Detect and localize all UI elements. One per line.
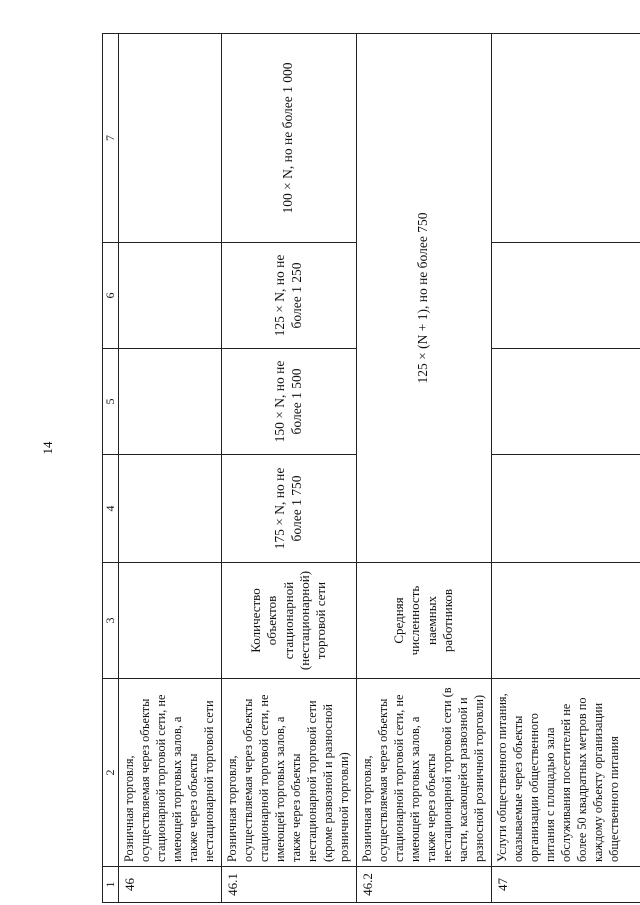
row-value-5: 150 × N, но не более 1 500 (221, 349, 356, 455)
row-value-7 (491, 34, 640, 243)
row-value-7: 100 × N, но не более 1 000 (221, 34, 356, 243)
row-value-6: 125 × N, но не более 1 250 (221, 243, 356, 349)
row-value-4 (491, 455, 640, 563)
header-cell-6: 6 (103, 243, 119, 349)
row-value-merged: 125 × (N + 1), но не более 750 (356, 34, 491, 563)
table-row (491, 34, 640, 903)
row-description: Розничная торговля, осуществляемая через объекты стационарной торговой сети, не имеющей торговых залов, а также через объекты нестационарной торговой сети (в части, касающейся развозной и разносной розничной торговли) (356, 679, 491, 867)
row-indicator: Средняя численность наемных работников (356, 563, 491, 679)
table-row (221, 34, 356, 903)
header-cell-5: 5 (103, 349, 119, 455)
row-value-5 (491, 349, 640, 455)
row-number: 46.2 (356, 867, 491, 903)
tariff-table (102, 33, 640, 903)
row-value-4 (119, 455, 222, 563)
row-value-6 (119, 243, 222, 349)
header-row (103, 34, 119, 903)
row-indicator (119, 563, 222, 679)
row-number: 46.1 (221, 867, 356, 903)
header-cell-1: 1 (103, 867, 119, 903)
row-value-7 (119, 34, 222, 243)
row-number: 47 (491, 867, 640, 903)
row-description: Розничная торговля, осуществляемая через объекты стационарной торговой сети, не имеющей торговых залов, а также через объекты нестационарной торговой сети (кроме развозной и разносной розничной торговли) (221, 679, 356, 867)
row-value-5 (119, 349, 222, 455)
header-cell-2: 2 (103, 679, 119, 867)
header-cell-4: 4 (103, 455, 119, 563)
row-indicator (491, 563, 640, 679)
row-number: 46 (119, 867, 222, 903)
header-cell-7: 7 (103, 34, 119, 243)
table-row (356, 34, 491, 903)
row-value-4: 175 × N, но не более 1 750 (221, 455, 356, 563)
row-description: Розничная торговля, осуществляемая через объекты стационарной торговой сети, не имеющей торговых залов, а также через объекты нестационарной торговой сети (119, 679, 222, 867)
header-cell-3: 3 (103, 563, 119, 679)
row-value-6 (491, 243, 640, 349)
page-number: 14 (40, 441, 55, 455)
row-description: Услуги общественного питания, оказываемые через объекты организации общественного питания с площадью зала обслуживания посетителей не более 50 квадратных метров по каждому объекту организации общественного питания (491, 679, 640, 867)
row-indicator: Количество объектов стационарной (нестационарной) торговой сети (221, 563, 356, 679)
table-row (119, 34, 222, 903)
rotated-table-wrapper (102, 34, 638, 903)
